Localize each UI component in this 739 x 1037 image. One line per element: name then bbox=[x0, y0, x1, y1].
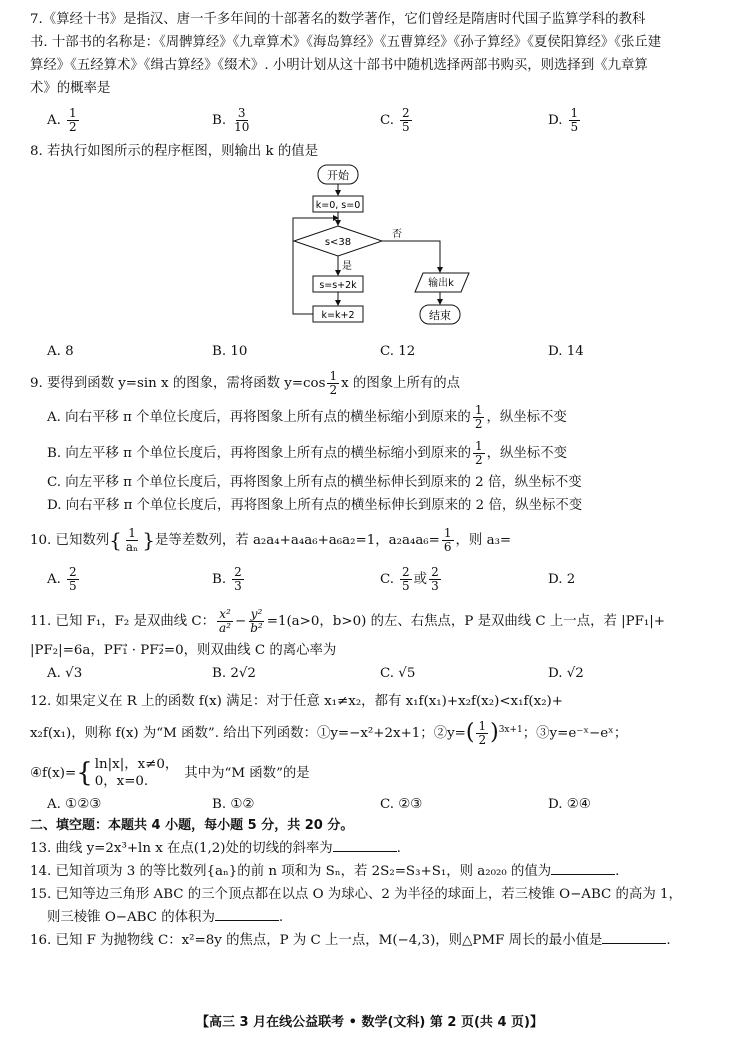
question-7 bbox=[30, 8, 720, 140]
q12-option-c[interactable]: C. ②③ bbox=[380, 796, 423, 812]
q7-option-a[interactable]: A. $\frac{1}{2}$ bbox=[47, 105, 77, 134]
q10-option-a[interactable]: A. $\frac{2}{5}$ bbox=[47, 564, 77, 593]
q11-line: |PF₂|=6a，PF₁⃗ · PF₂⃗=0，则双曲线 C 的离心率为 bbox=[30, 643, 337, 658]
question-11 bbox=[30, 603, 720, 684]
q11-stem: 11. 已知 F₁，F₂ 是双曲线 C： $\frac{\text{x²}}{\text{a²}}$ − $\frac{\text{y²}}{\text{b²}}$ =1(a>0，b>0) 的左、右焦点，P 是双曲线 C 上一点，若 |PF₁|+ bbox=[30, 606, 666, 635]
q7-option-b[interactable]: B. $\frac{3}{10}$ bbox=[212, 105, 250, 134]
q10-stem: 10. 已知数列 { $\frac{1}{\text{aₙ}}$ } 是等差数列，若 a₂a₄+a₄a₆+a₆a₂=1，a₂a₄a₆= $\frac{1}{6}$ ，则 a₃= bbox=[30, 525, 512, 554]
q9-option-b[interactable]: B. 向左平移 π 个单位长度后，再将图象上所有点的横坐标缩小到原来的 $\frac{1}{2}$ ，纵坐标不变 bbox=[47, 438, 567, 467]
answer-blank[interactable] bbox=[551, 860, 615, 875]
q8-option-c[interactable]: C. 12 bbox=[380, 343, 416, 359]
question-9 bbox=[30, 367, 720, 517]
q11-options bbox=[30, 662, 720, 684]
answer-blank[interactable] bbox=[333, 837, 397, 852]
q7-option-d[interactable]: D. $\frac{1}{5}$ bbox=[548, 105, 579, 134]
flow-end-label: 结束 bbox=[429, 309, 451, 322]
fraction: $\frac{2}{5}$ bbox=[402, 105, 410, 134]
fraction: $\frac{3}{10}$ bbox=[234, 105, 250, 134]
flowchart-area bbox=[30, 163, 720, 341]
flow-start-label: 开始 bbox=[327, 169, 349, 182]
piecewise: ln|x|，x≠0， 0，x=0. bbox=[94, 757, 179, 789]
q12-line: x₂f(x₁)，则称 f(x) 为“M 函数”. 给出下列函数：①y=−x²+2x+1；②y= ( $\frac{1}{2}$ ) 3x+1 ；③y=e⁻ˣ−eˣ； bbox=[30, 718, 628, 747]
question-10 bbox=[30, 521, 720, 599]
question-16: 16. 已知 F 为抛物线 C：x²=8y 的焦点，P 为 C 上一点，M(−4,3)，则△PMF 周长的最小值是 . bbox=[30, 929, 720, 952]
q8-option-a[interactable]: A. 8 bbox=[47, 343, 74, 359]
answer-blank[interactable] bbox=[602, 929, 666, 944]
q8-options bbox=[30, 341, 720, 361]
answer-blank[interactable] bbox=[215, 906, 279, 921]
q7-line: 算经》《五经算术》《缉古算经》《缀术》. 小明计划从这十部书中随机选择两部书购买，则选择到《九章算 bbox=[30, 58, 648, 73]
q10-option-c[interactable]: C. $\frac{2}{5}$ 或 $\frac{2}{3}$ bbox=[380, 564, 439, 593]
fraction: $\frac{2}{5}$ bbox=[68, 564, 77, 593]
flow-yes-label: 是 bbox=[342, 261, 352, 272]
q7-options bbox=[30, 100, 720, 140]
exam-page bbox=[30, 8, 720, 952]
flow-init-label: k=0, s=0 bbox=[315, 200, 361, 211]
q8-stem: 8. 若执行如图所示的程序框图，则输出 k 的值是 bbox=[30, 144, 319, 159]
q9-option-c[interactable]: C. 向左平移 π 个单位长度后，再将图象上所有点的横坐标伸长到原来的 2 倍，纵坐标不变 bbox=[47, 475, 582, 490]
q7-line: 7.《算经十书》是指汉、唐一千多年间的十部著名的数学著作，它们曾经是隋唐时代国子监算学科的教科 bbox=[30, 12, 646, 27]
q12-option-d[interactable]: D. ②④ bbox=[548, 796, 591, 812]
page-footer: 【高三 3 月在线公益联考 • 数学(文科) 第 2 页(共 4 页)】 bbox=[196, 1015, 543, 1030]
question-12 bbox=[30, 690, 720, 815]
question-13: 13. 曲线 y=2x³+ln x 在点(1,2)处的切线的斜率为 . bbox=[30, 837, 720, 860]
q7-option-c[interactable]: C. $\frac{2}{5}$ bbox=[380, 105, 410, 134]
fraction: $\frac{1}{2}$ bbox=[474, 402, 483, 431]
fraction: $\frac{1}{6}$ bbox=[443, 525, 452, 554]
q10-option-b[interactable]: B. $\frac{2}{3}$ bbox=[212, 564, 242, 593]
fraction: $\frac{\text{y²}}{\text{b²}}$ bbox=[250, 606, 263, 635]
flow-no-label: 否 bbox=[392, 229, 402, 240]
q9-option-a[interactable]: A. 向右平移 π 个单位长度后，再将图象上所有点的横坐标缩小到原来的 $\frac{1}{2}$ ，纵坐标不变 bbox=[47, 402, 567, 431]
fraction: $\frac{1}{2}$ bbox=[475, 438, 483, 467]
flow-step1-label: s=s+2k bbox=[319, 280, 357, 291]
q12-option-a[interactable]: A. ①②③ bbox=[47, 796, 102, 812]
q11-option-a[interactable]: A. √3 bbox=[47, 665, 83, 681]
q12-option-b[interactable]: B. ①② bbox=[212, 796, 255, 812]
fraction: $\frac{1}{2}$ bbox=[478, 718, 487, 747]
fraction: $\frac{1}{5}$ bbox=[570, 105, 579, 134]
flow-step2-label: k=k+2 bbox=[321, 310, 355, 321]
q7-line: 术》的概率是 bbox=[30, 81, 111, 96]
fraction: $\frac{2}{3}$ bbox=[234, 564, 242, 593]
q11-option-c[interactable]: C. √5 bbox=[380, 665, 416, 681]
q10-option-d[interactable]: D. 2 bbox=[548, 571, 576, 587]
fraction: $\frac{1}{2}$ bbox=[329, 368, 338, 397]
flow-condition-label: s<38 bbox=[324, 237, 352, 248]
flowchart bbox=[280, 163, 520, 341]
q11-option-d[interactable]: D. √2 bbox=[548, 665, 584, 681]
question-14: 14. 已知首项为 3 的等比数列{aₙ}的前 n 项和为 Sₙ，若 2S₂=S₃+S₁，则 a₂₀₂₀ 的值为 . bbox=[30, 860, 720, 883]
q12-line: ④f(x)= { ln|x|，x≠0， 0，x=0. 其中为“M 函数”的是 bbox=[30, 757, 310, 789]
fraction: $\frac{2}{5}$ bbox=[402, 564, 410, 593]
q8-option-b[interactable]: B. 10 bbox=[212, 343, 248, 359]
q12-options bbox=[30, 793, 720, 815]
fraction: $\frac{1}{2}$ bbox=[68, 105, 77, 134]
q12-line: 12. 如果定义在 R 上的函数 f(x) 满足：对于任意 x₁≠x₂，都有 x₁f(x₁)+x₂f(x₂)<x₁f(x₂)+ bbox=[30, 694, 564, 709]
q11-option-b[interactable]: B. 2√2 bbox=[212, 665, 256, 681]
q9-option-d[interactable]: D. 向右平移 π 个单位长度后，再将图象上所有点的横坐标伸长到原来的 2 倍，纵坐标不变 bbox=[47, 498, 583, 513]
fraction: $\frac{\text{x²}}{\text{a²}}$ bbox=[219, 606, 231, 635]
q10-options bbox=[30, 559, 720, 599]
question-8 bbox=[30, 140, 720, 361]
q8-option-d[interactable]: D. 14 bbox=[548, 343, 584, 359]
section-heading: 二、填空题：本题共 4 小题，每小题 5 分，共 20 分。 bbox=[30, 818, 354, 833]
fraction: $\frac{2}{3}$ bbox=[431, 564, 439, 593]
q7-line: 书. 十部书的名称是：《周髀算经》《九章算术》《海岛算经》《五曹算经》《孙子算经》《夏侯阳算经》《张丘建 bbox=[30, 35, 662, 50]
q9-stem: 9. 要得到函数 y=sin x 的图象，需将函数 y=cos $\frac{1}{2}$ x 的图象上所有的点 bbox=[30, 368, 461, 397]
flow-output-label: 输出k bbox=[428, 278, 454, 289]
fraction: $\frac{1}{\text{aₙ}}$ bbox=[125, 525, 139, 554]
question-15: 15. 已知等边三角形 ABC 的三个顶点都在以点 O 为球心、2 为半径的球面上，若三棱锥 O−ABC 的高为 1， 则三棱锥 O−ABC 的体积为 . bbox=[30, 887, 682, 925]
